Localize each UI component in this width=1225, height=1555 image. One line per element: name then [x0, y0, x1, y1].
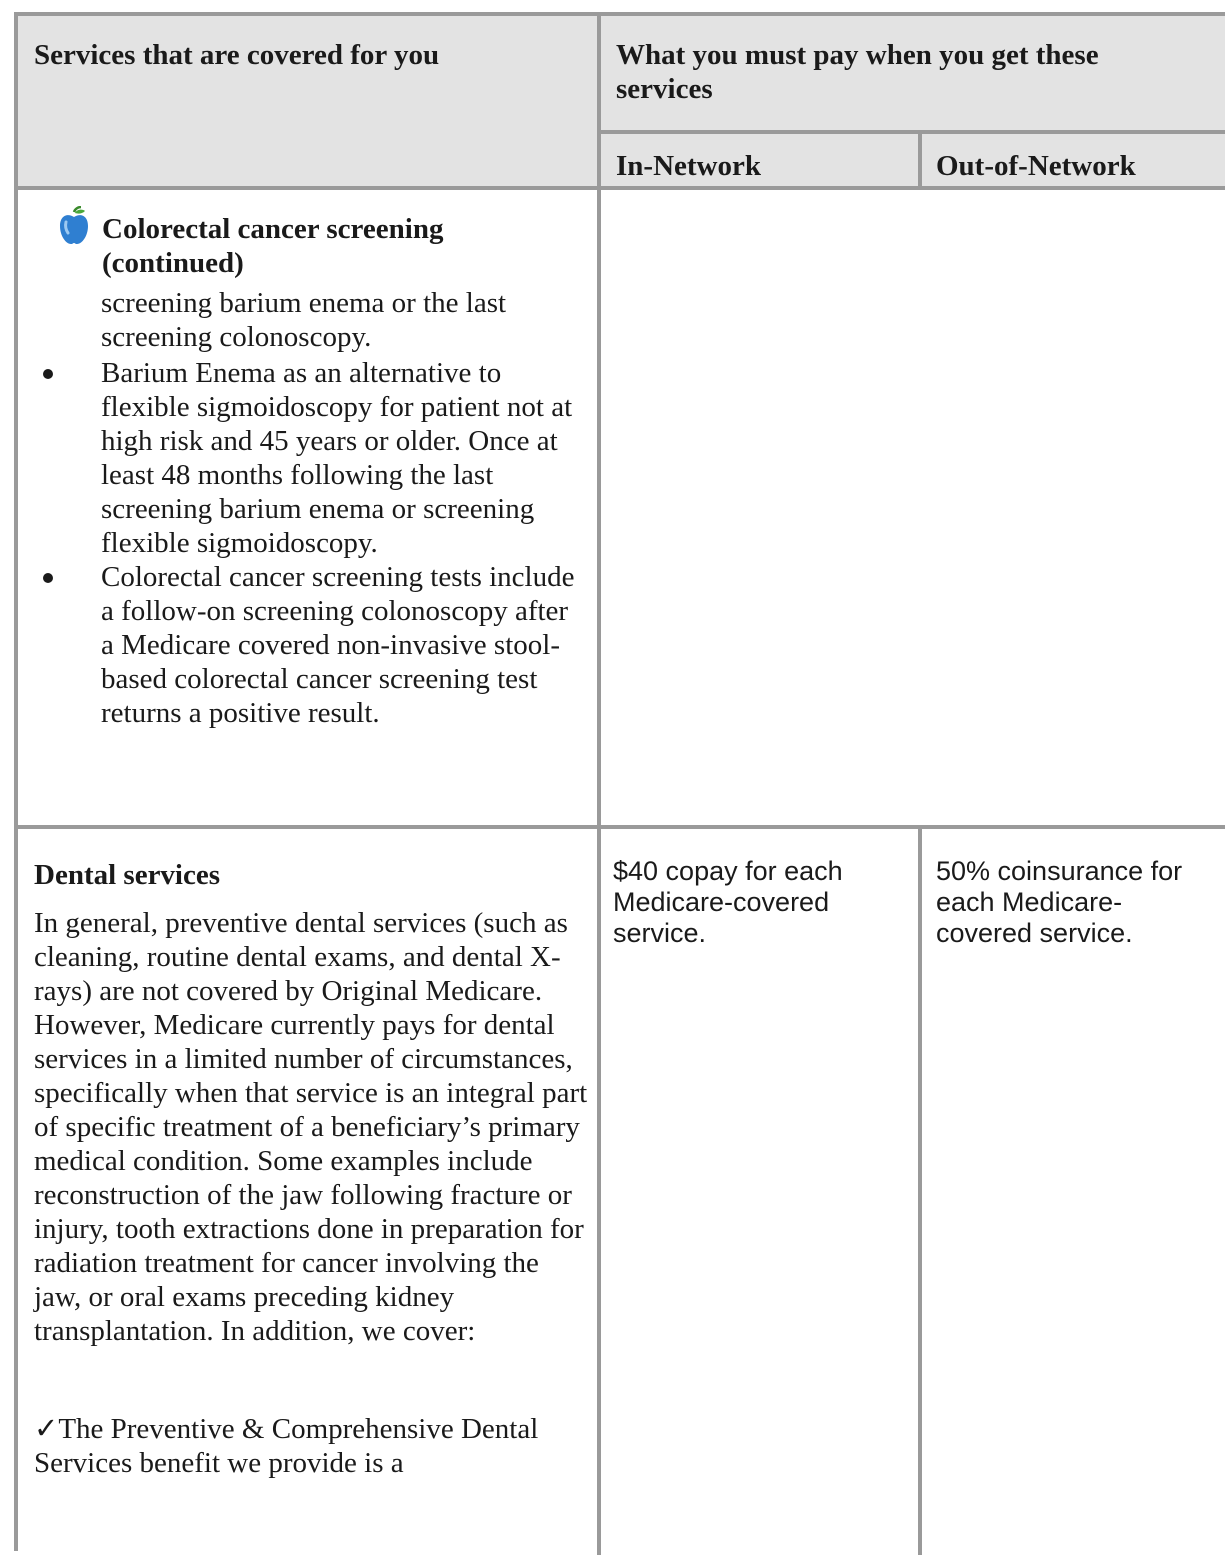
colorectal-service-cell — [18, 190, 597, 825]
apple-icon — [58, 206, 90, 246]
divider — [918, 825, 922, 1555]
header-payment-cell — [601, 16, 1225, 130]
bullet-text: Barium Enema as an alternative to flexible sigmoidoscopy for patient not at high risk and 45 years or older. Once at least 48 months following the last screening barium enema or screening flexible sigmoidoscopy. — [101, 357, 573, 559]
dental-in-network-value: $40 copay for each Medicare-covered service. — [613, 856, 843, 948]
bullet-icon — [43, 573, 53, 583]
colorectal-bullet-list — [101, 356, 581, 730]
check-icon: ✓ — [34, 1413, 59, 1445]
dental-service-cell — [18, 829, 597, 1555]
divider — [18, 825, 1225, 829]
dental-check-paragraph — [34, 1412, 589, 1480]
colorectal-title: Colorectal cancer screening (continued) — [102, 213, 444, 279]
bullet-icon — [43, 369, 53, 379]
header-out-network-cell — [922, 134, 1225, 186]
divider — [601, 130, 1225, 134]
benefits-table — [14, 12, 1225, 1551]
colorectal-intro: screening barium enema or the last screening colonoscopy. — [101, 287, 507, 353]
header-services-label: Services that are covered for you — [34, 39, 440, 71]
dental-in-network-cell — [601, 829, 918, 1555]
list-item — [101, 356, 581, 560]
dental-out-network-value: 50% coinsurance for each Medicare-covered service. — [936, 856, 1183, 948]
divider — [18, 186, 1225, 190]
header-out-network-label: Out-of-Network — [936, 150, 1136, 182]
list-item — [101, 560, 581, 730]
bullet-text: Colorectal cancer screening tests include a follow-on screening colonoscopy after a Medicare covered non-invasive stool-based colorectal cancer screening test returns a positive result. — [101, 561, 575, 729]
header-services-cell — [18, 16, 597, 186]
header-payment-label: What you must pay when you get these services — [616, 39, 1099, 105]
dental-title: Dental services — [34, 859, 221, 891]
header-in-network-cell — [601, 134, 918, 186]
divider — [918, 134, 922, 190]
divider — [597, 16, 601, 1555]
header-in-network-label: In-Network — [616, 150, 761, 182]
dental-paragraph: In general, preventive dental services (such as cleaning, routine dental exams, and dental X-rays) are not covered by Original Medicare. However, Medicare currently pays for dental services in a limited number of circumstances, specifically when that service is an integral part of specific treatment of a beneficiary’s primary medical condition. Some examples include reconstruction of the jaw following fracture or injury, tooth extractions done in preparation for radiation treatment for cancer involving the jaw, or oral exams preceding kidney transplantation. In addition, we cover: — [34, 907, 588, 1347]
dental-check-text: The Preventive & Comprehensive Dental Services benefit we provide is a — [34, 1413, 539, 1479]
dental-out-network-cell — [922, 829, 1225, 1555]
